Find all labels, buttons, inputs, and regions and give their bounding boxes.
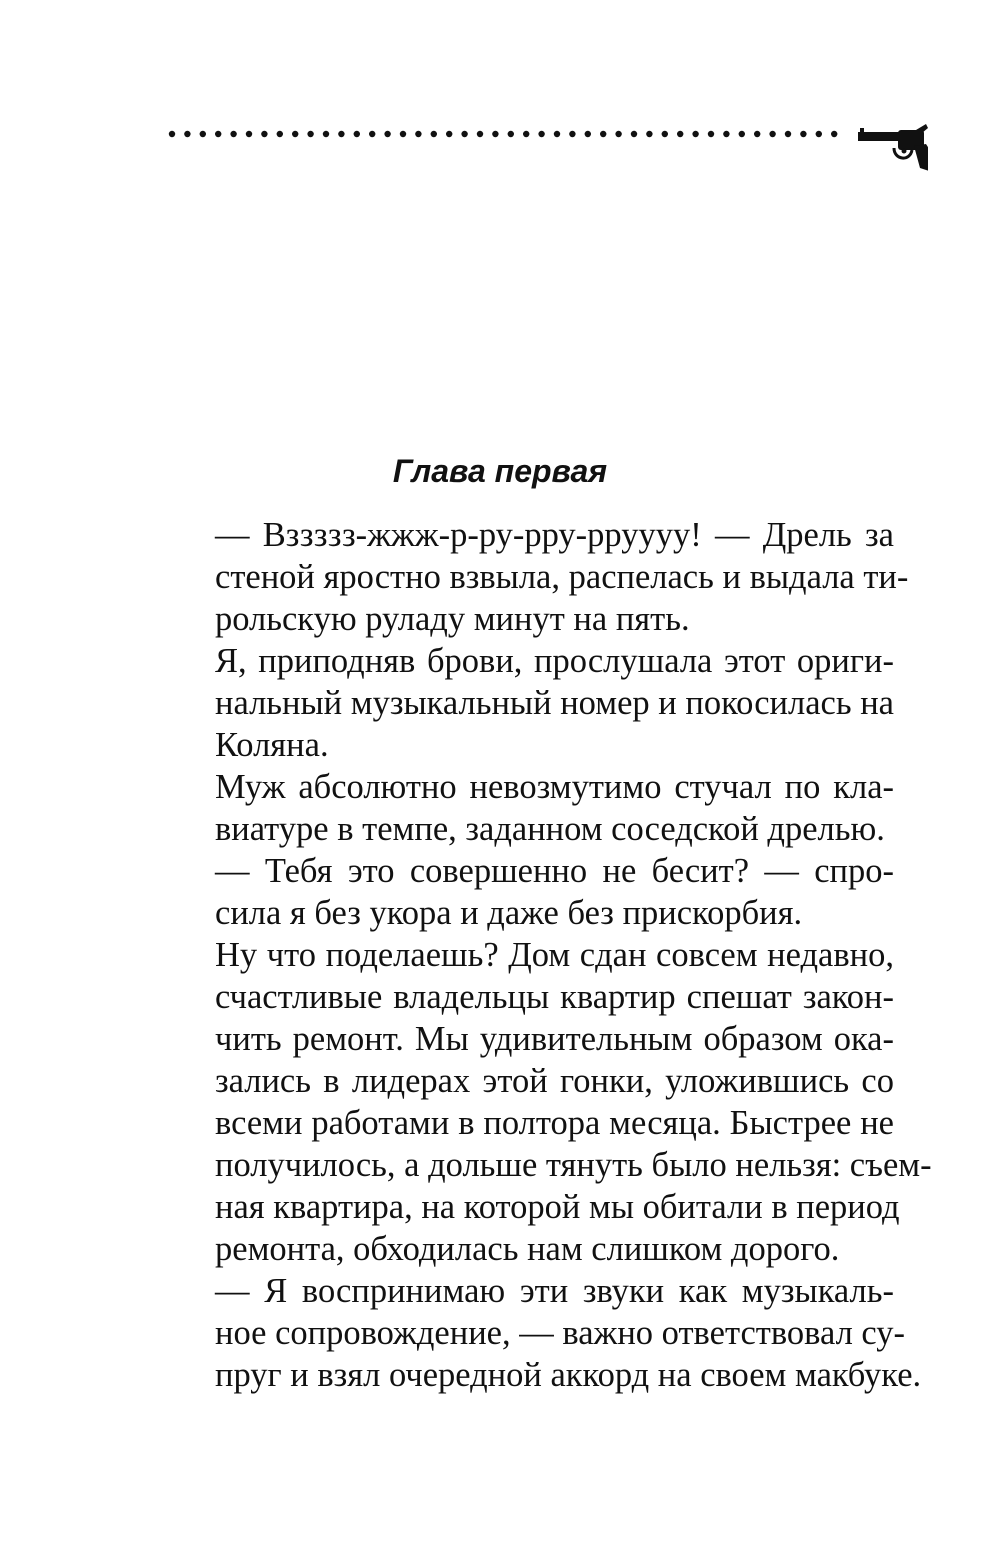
text-line: счастливые владельцы квартир спешат закон-: [215, 978, 894, 1016]
paragraph-5: [172, 934, 932, 1270]
text-line: нальный музыкальный номер и покосилась на: [215, 684, 894, 722]
text-line: — Тебя это совершенно не бесит? — спро-: [215, 852, 894, 890]
paragraph-2: [172, 640, 894, 766]
rule-dot: [307, 131, 313, 137]
rule-dot: [461, 131, 467, 137]
text-line: получилось, а дольше тянуть было нельзя: съем-: [215, 1146, 932, 1184]
text-line: стеной яростно взвыла, распелась и выдала ти-: [215, 558, 909, 596]
paragraph-6: [172, 1270, 922, 1396]
text-line: всеми работами в полтора месяца. Быстрее не: [215, 1104, 894, 1142]
rule-dot: [169, 131, 175, 137]
rule-dot: [508, 131, 514, 137]
paragraph-3: [172, 766, 894, 850]
rule-dot: [230, 131, 236, 137]
rule-dot: [492, 131, 498, 137]
text-line: ремонта, обходилась нам слишком дорого.: [215, 1230, 840, 1268]
rule-dot: [831, 131, 837, 137]
rule-dot: [477, 131, 483, 137]
rule-dot: [569, 131, 575, 137]
rule-dot: [600, 131, 606, 137]
rule-dot: [739, 131, 745, 137]
text-line: пруг и взял очередной аккорд на своем макбуке.: [215, 1356, 922, 1394]
rule-dot: [431, 131, 437, 137]
text-line: ная квартира, на которой мы обитали в период: [215, 1188, 900, 1226]
rule-dot: [215, 131, 221, 137]
header-ornament: [168, 118, 928, 178]
text-line: Муж абсолютно невозмутимо стучал по кла-: [215, 768, 894, 806]
rule-dot: [785, 131, 791, 137]
rule-dot: [261, 131, 267, 137]
text-line: виатуре в темпе, заданном соседской дрелью.: [215, 810, 885, 848]
rule-dot: [292, 131, 298, 137]
text-line: чить ремонт. Мы удивительным образом ока-: [215, 1020, 894, 1058]
text-line: ное сопровождение, — важно ответствовал су-: [215, 1314, 906, 1352]
text-line: Я, приподняв брови, прослушала этот ориги-: [215, 642, 894, 680]
revolver-icon: [858, 124, 928, 172]
rule-dot: [200, 131, 206, 137]
rule-dot: [369, 131, 375, 137]
rule-dot: [677, 131, 683, 137]
rule-dot: [708, 131, 714, 137]
rule-dot: [585, 131, 591, 137]
text-line: сила я без укора и даже без прискорбия.: [215, 894, 803, 932]
rule-dot: [662, 131, 668, 137]
rule-dot: [384, 131, 390, 137]
text-line: — Вззззз-жжж-р-ру-рру-рруууу! — Дрель за: [215, 516, 894, 554]
rule-dot: [554, 131, 560, 137]
rule-dot: [246, 131, 252, 137]
rule-dot: [538, 131, 544, 137]
rule-dot: [723, 131, 729, 137]
paragraph-4: [172, 850, 894, 934]
chapter-title: Глава первая: [392, 453, 608, 489]
rule-dot: [523, 131, 529, 137]
text-line: Коляна.: [215, 726, 329, 764]
rule-dot: [400, 131, 406, 137]
rule-dot: [323, 131, 329, 137]
chapter-body: [172, 514, 932, 1396]
text-line: Ну что поделаешь? Дом сдан совсем недавно,: [215, 936, 894, 974]
paragraph-1: [172, 514, 909, 640]
rule-dot: [354, 131, 360, 137]
rule-dot: [769, 131, 775, 137]
rule-dot: [184, 131, 190, 137]
dotted-rule: [168, 118, 928, 178]
rule-dot: [415, 131, 421, 137]
rule-dot: [692, 131, 698, 137]
text-line: зались в лидерах этой гонки, уложившись со: [215, 1062, 894, 1100]
rule-dot: [754, 131, 760, 137]
rule-dot: [446, 131, 452, 137]
text-line: — Я воспринимаю эти звуки как музыкаль-: [215, 1272, 894, 1310]
rule-dot: [631, 131, 637, 137]
text-line: рольскую руладу минут на пять.: [215, 600, 690, 638]
rule-dot: [338, 131, 344, 137]
rule-dot: [800, 131, 806, 137]
rule-dot: [615, 131, 621, 137]
rule-dot: [277, 131, 283, 137]
rule-dot: [816, 131, 822, 137]
rule-dot: [646, 131, 652, 137]
